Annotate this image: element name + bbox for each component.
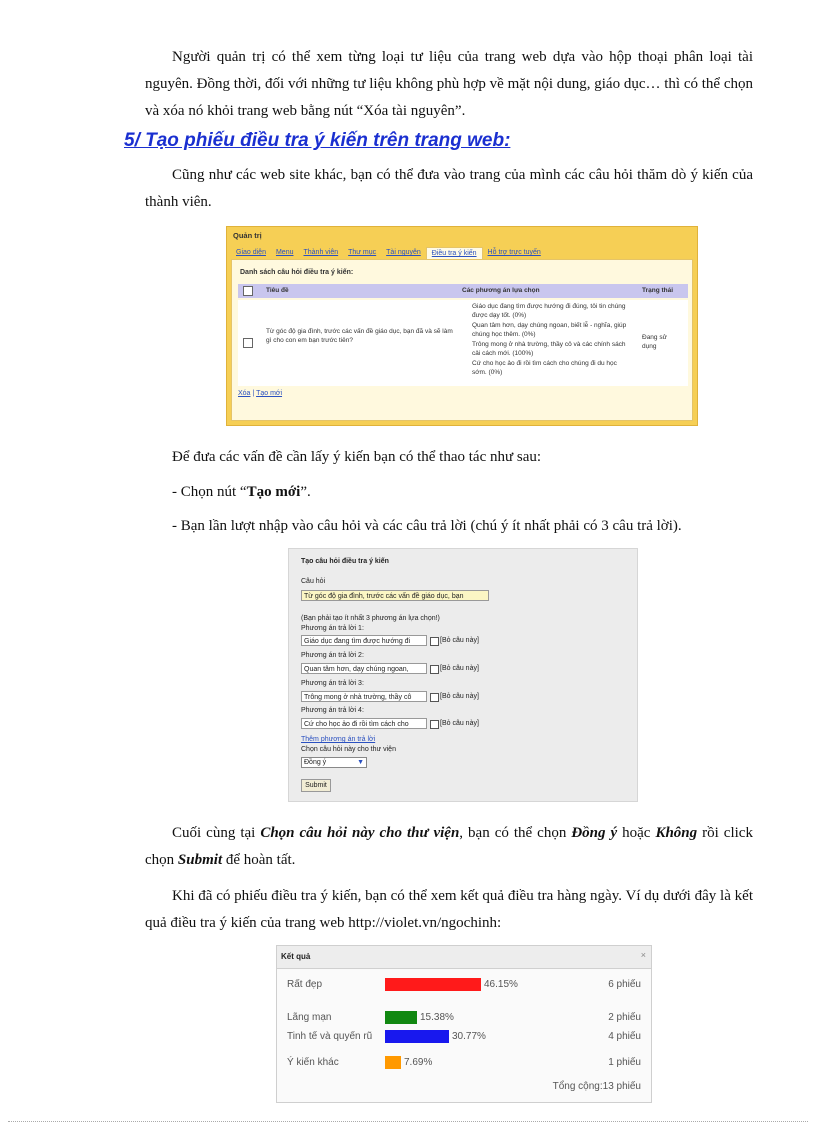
paragraph-poll-intro: Cũng như các web site khác, bạn có thể đưa vào trang của mình các câu hỏi thăm dò ý kiến của thành viên. xyxy=(145,167,753,210)
admin-panel-screenshot xyxy=(226,226,698,426)
admin-title: Quản trị xyxy=(233,231,262,240)
result-percent: 46.15% xyxy=(484,979,518,990)
results-title: Kết quả xyxy=(281,952,311,961)
library-select-value: Đồng ý xyxy=(304,759,327,766)
remove-checkbox-3[interactable] xyxy=(430,693,439,702)
result-row xyxy=(277,976,651,994)
tab-dieu-tra-y-kien[interactable]: Điều tra ý kiến xyxy=(426,247,483,259)
answer-input-1[interactable]: Giáo dục đang tìm được hướng đi xyxy=(301,635,427,646)
remove-checkbox-4[interactable] xyxy=(430,720,439,729)
row-option-1: Giáo dục đang tìm được hướng đi đúng, tôi tin chúng được dạy tốt. (0%) xyxy=(472,303,626,319)
row-option-4: Cứ cho học ảo đi rồi tìm cách cho chúng đi du học sớm. (0%) xyxy=(472,360,617,376)
result-label: Rất đẹp xyxy=(287,979,323,990)
result-label: Ý kiến khác xyxy=(287,1057,339,1068)
answers-note: (Bạn phải tạo ít nhất 3 phương án lựa chọn!) xyxy=(301,615,440,622)
step-1-suffix: ”. xyxy=(300,484,311,500)
finish-f: Không xyxy=(655,825,698,841)
result-count: 4 phiếu xyxy=(608,1031,641,1042)
step-1-prefix: - Chọn nút “ xyxy=(172,484,247,500)
result-percent: 30.77% xyxy=(452,1031,486,1042)
tab-menu[interactable]: Menu xyxy=(275,249,294,256)
col-title: Tiêu đề xyxy=(266,287,289,294)
result-label: Tinh tế và quyến rũ xyxy=(287,1031,373,1042)
step-1 xyxy=(172,482,311,502)
library-label: Chọn câu hỏi này cho thư viện xyxy=(301,746,396,753)
remove-checkbox-1[interactable] xyxy=(430,637,439,646)
create-new-link[interactable]: Tạo mới xyxy=(256,390,283,397)
delete-link[interactable]: Xóa xyxy=(238,390,251,397)
finish-h: Submit xyxy=(177,852,223,868)
tab-giao-dien[interactable]: Giao diện xyxy=(236,249,266,256)
finish-g: rồi click chọn xyxy=(145,825,753,868)
section-heading: 5/ Tạo phiếu điều tra ý kiến trên trang web: xyxy=(124,130,511,151)
result-bar xyxy=(385,978,481,991)
remove-label-4: [Bỏ câu này] xyxy=(440,720,479,727)
answer-label-1: Phương án trả lời 1: xyxy=(301,625,364,632)
result-percent: 7.69% xyxy=(404,1057,433,1068)
row-status: Đang sử dụng xyxy=(642,334,667,350)
paragraph-finish xyxy=(145,820,753,874)
answer-input-2[interactable]: Quan tâm hơn, dạy chúng ngoan, xyxy=(301,663,427,674)
finish-a: Cuối cùng tại xyxy=(172,825,261,841)
paragraph-resource-admin: Người quản trị có thể xem từng loại tư liệu của trang web dựa vào hộp thoại phân loại tài nguyên. Đồng thời, đối với những tư liệu không phù hợp về mặt nội dung, giáo dục… thì có thể chọn và xóa nó khỏi trang web bằng nút “Xóa tài nguyên”. xyxy=(145,49,753,119)
step-2: - Bạn lần lượt nhập vào câu hỏi và các câu trả lời (chú ý ít nhất phải có 3 câu trả lời). xyxy=(172,518,682,534)
admin-body xyxy=(231,259,693,421)
form-title: Tạo câu hỏi điều tra ý kiến xyxy=(301,558,389,565)
page-divider xyxy=(8,1121,808,1122)
chevron-down-icon: ▼ xyxy=(357,759,364,766)
answer-input-4[interactable]: Cứ cho học ảo đi rồi tìm cách cho xyxy=(301,718,427,729)
answer-input-3[interactable]: Trông mong ở nhà trường, thầy cô xyxy=(301,691,427,702)
answer-label-4: Phương án trả lời 4: xyxy=(301,707,364,714)
poll-table-header xyxy=(238,284,688,298)
tab-thanh-vien[interactable]: Thành viên xyxy=(303,249,339,256)
tab-tai-nguyen[interactable]: Tài nguyên xyxy=(386,249,421,256)
remove-label-1: [Bỏ câu này] xyxy=(440,637,479,644)
paragraph-results-intro: Khi đã có phiếu điều tra ý kiến, bạn có thể xem kết quả điều tra hàng ngày. Ví dụ dưới đây là kết quả điều tra ý kiến của trang web http://violet.vn/ngochinh: xyxy=(145,888,753,931)
answer-label-3: Phương án trả lời 3: xyxy=(301,680,364,687)
result-percent: 15.38% xyxy=(420,1012,454,1023)
finish-d: Đồng ý xyxy=(571,825,618,841)
result-row xyxy=(277,1028,651,1046)
row-option-3: Trông mong ở nhà trường, thầy cô và các chính sách cải cách mới. (100%) xyxy=(472,341,626,357)
row-checkbox[interactable] xyxy=(243,338,253,348)
result-count: 6 phiếu xyxy=(608,979,641,990)
result-bar xyxy=(385,1056,401,1069)
result-row xyxy=(277,1054,651,1072)
tab-thu-muc[interactable]: Thư mục xyxy=(348,249,377,256)
answer-label-2: Phương án trả lời 2: xyxy=(301,652,364,659)
link-separator: | xyxy=(250,390,257,397)
result-bar xyxy=(385,1030,449,1043)
library-select[interactable] xyxy=(301,757,367,768)
row-option-2: Quan tâm hơn, dạy chúng ngoan, biết lễ - nghĩa, giúp chúng học thêm. (0%) xyxy=(472,322,627,338)
finish-c: , bạn có thể chọn xyxy=(459,825,572,841)
paragraph-steps-intro: Để đưa các vấn đề cần lấy ý kiến bạn có thể thao tác như sau: xyxy=(172,449,542,465)
question-input[interactable]: Từ góc độ gia đình, trước các vấn đề giáo dục, bạn xyxy=(301,590,489,601)
remove-label-3: [Bỏ câu này] xyxy=(440,693,479,700)
finish-b: Chọn câu hỏi này cho thư viện xyxy=(260,825,460,841)
result-bar xyxy=(385,1011,417,1024)
poll-list-title: Danh sách câu hỏi điều tra ý kiến: xyxy=(240,269,354,276)
step-1-bold: Tạo mới xyxy=(246,484,301,500)
remove-label-2: [Bỏ câu này] xyxy=(440,665,479,672)
tab-ho-tro-truc-tuyen[interactable]: Hỗ trợ trực tuyến xyxy=(487,249,541,256)
create-poll-form-screenshot xyxy=(288,548,638,802)
results-total: Tổng cộng:13 phiếu xyxy=(552,1081,641,1092)
table-row xyxy=(238,300,688,386)
remove-checkbox-2[interactable] xyxy=(430,665,439,674)
poll-results-screenshot xyxy=(276,945,652,1103)
col-options: Các phương án lựa chọn xyxy=(462,287,540,294)
result-count: 2 phiếu xyxy=(608,1012,641,1023)
select-all-checkbox[interactable] xyxy=(243,286,253,296)
finish-i: để hoàn tất. xyxy=(222,852,296,868)
row-question: Từ góc độ gia đình, trước các vấn đề giáo dục, bạn đã và sẽ làm gì cho con em bạn trước tiên? xyxy=(266,328,453,344)
result-label: Lãng mạn xyxy=(287,1012,332,1023)
add-answer-link[interactable]: Thêm phương án trả lời xyxy=(301,736,376,743)
result-count: 1 phiếu xyxy=(608,1057,641,1068)
submit-button[interactable]: Submit xyxy=(301,779,331,792)
close-icon[interactable]: × xyxy=(640,950,646,960)
admin-actions xyxy=(238,390,282,397)
finish-e: hoặc xyxy=(617,825,656,841)
results-header xyxy=(277,946,651,969)
admin-tabs xyxy=(231,247,546,259)
col-status: Trạng thái xyxy=(642,287,674,294)
question-label: Câu hỏi xyxy=(301,578,326,585)
result-row xyxy=(277,1009,651,1027)
